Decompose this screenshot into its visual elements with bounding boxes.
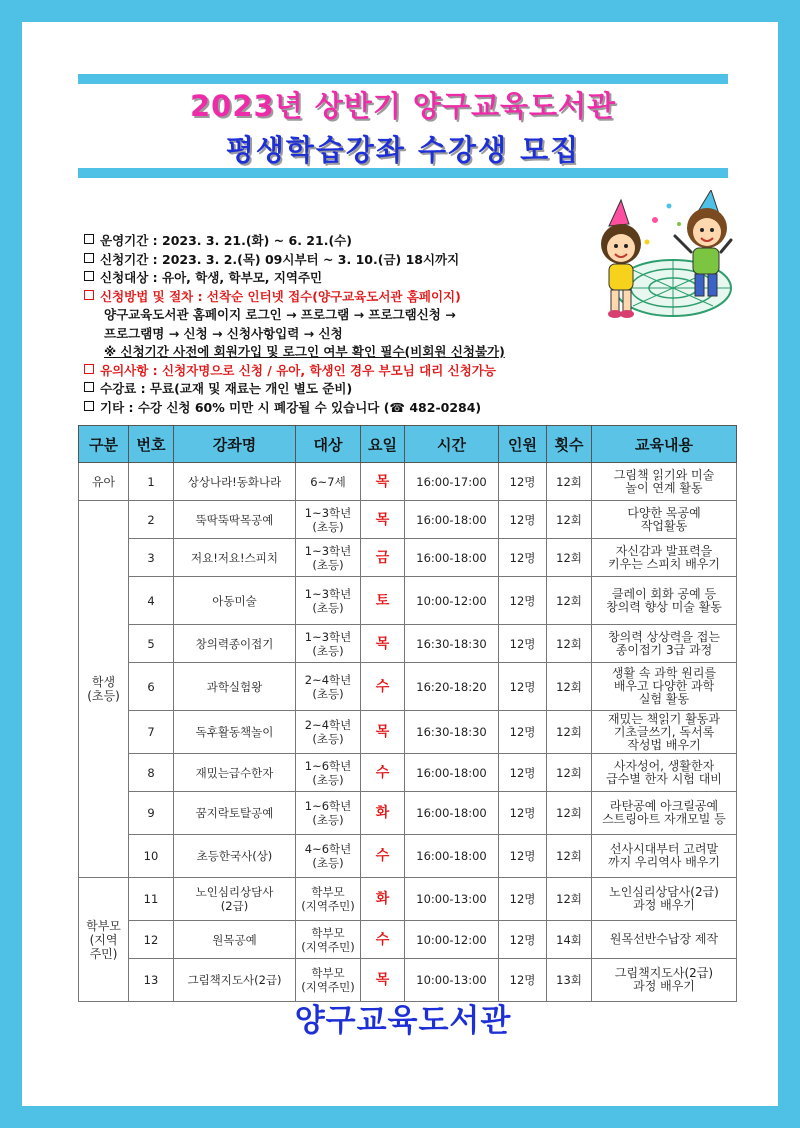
course-count: 12회	[547, 878, 592, 921]
row-number: 7	[129, 711, 174, 754]
course-count: 12회	[547, 539, 592, 577]
course-target: 2~4학년 (초등)	[296, 711, 361, 754]
header-cell: 횟수	[547, 426, 592, 463]
course-people: 12명	[499, 792, 547, 835]
course-day: 목	[361, 711, 405, 754]
course-target: 학부모 (지역주민)	[296, 878, 361, 921]
course-name: 그림책지도사(2급)	[174, 959, 296, 1002]
footer-library-name: 양구교육도서관	[294, 1003, 512, 1039]
header-cell: 번호	[129, 426, 174, 463]
course-content: 원목선반수납장 제작	[592, 921, 737, 959]
bullet-square-icon	[84, 253, 94, 263]
course-content: 사자성어, 생활한자 급수별 한자 시험 대비	[592, 754, 737, 792]
table-header-row	[79, 426, 737, 463]
course-name: 아동미술	[174, 577, 296, 625]
course-target: 1~6학년 (초등)	[296, 754, 361, 792]
course-target: 학부모 (지역주민)	[296, 959, 361, 1002]
course-content: 재밌는 책읽기 활동과 기초글쓰기, 독서록 작성법 배우기	[592, 711, 737, 754]
group-cell: 학부모 (지역 주민)	[79, 878, 129, 1002]
course-content: 자신감과 발표력을 키우는 스피치 배우기	[592, 539, 737, 577]
table-row	[79, 835, 737, 878]
course-day: 화	[361, 792, 405, 835]
info-steps-1: 양구교육도서관 홈페이지 로그인 → 프로그램 → 프로그램신청 →	[104, 307, 456, 322]
course-count: 12회	[547, 577, 592, 625]
bullet-square-icon	[84, 364, 94, 374]
course-time: 16:00-18:00	[405, 835, 499, 878]
course-people: 12명	[499, 878, 547, 921]
course-day: 목	[361, 501, 405, 539]
course-time: 10:00-12:00	[405, 577, 499, 625]
course-target: 1~3학년 (초등)	[296, 501, 361, 539]
row-number: 1	[129, 463, 174, 501]
info-caution: 유의사항 : 신청자명으로 신청 / 유아, 학생인 경우 부모님 대리 신청가능	[84, 362, 604, 381]
course-target: 1~3학년 (초등)	[296, 625, 361, 663]
course-content: 선사시대부터 고려말 까지 우리역사 배우기	[592, 835, 737, 878]
table-row	[79, 463, 737, 501]
row-number: 6	[129, 663, 174, 711]
course-time: 10:00-13:00	[405, 878, 499, 921]
course-day: 수	[361, 754, 405, 792]
row-number: 8	[129, 754, 174, 792]
course-target: 학부모 (지역주민)	[296, 921, 361, 959]
info-apply-period: 신청기간 : 2023. 3. 2.(목) 09시부터 ~ 3. 10.(금) 18시까지	[84, 251, 604, 270]
course-day: 목	[361, 625, 405, 663]
info-fee: 수강료 : 무료(교재 및 재료는 개인 별도 준비)	[84, 380, 604, 399]
table-row	[79, 539, 737, 577]
course-content: 창의력 상상력을 접는 종이접기 3급 과정	[592, 625, 737, 663]
row-number: 12	[129, 921, 174, 959]
course-target: 1~3학년 (초등)	[296, 577, 361, 625]
course-people: 12명	[499, 501, 547, 539]
course-name: 꿈지락토탈공예	[174, 792, 296, 835]
bullet-square-icon	[84, 401, 94, 411]
info-steps-2: 프로그램명 → 신청 → 신청사항입력 → 신청	[104, 325, 343, 341]
course-count: 12회	[547, 625, 592, 663]
table-body	[79, 463, 737, 1002]
course-name: 초등한국사(상)	[174, 835, 296, 878]
course-people: 12명	[499, 663, 547, 711]
course-people: 12명	[499, 463, 547, 501]
course-name: 재밌는급수한자	[174, 754, 296, 792]
course-target: 4~6학년 (초등)	[296, 835, 361, 878]
course-day: 수	[361, 835, 405, 878]
course-time: 10:00-13:00	[405, 959, 499, 1002]
group-cell: 학생 (초등)	[79, 501, 129, 878]
table-row	[79, 711, 737, 754]
course-target: 6~7세	[296, 463, 361, 501]
course-count: 13회	[547, 959, 592, 1002]
row-number: 13	[129, 959, 174, 1002]
course-count: 12회	[547, 754, 592, 792]
course-day: 목	[361, 463, 405, 501]
course-name: 상상나라!동화나라	[174, 463, 296, 501]
course-count: 14회	[547, 921, 592, 959]
course-people: 12명	[499, 959, 547, 1002]
course-target: 1~6학년 (초등)	[296, 792, 361, 835]
course-day: 수	[361, 921, 405, 959]
course-day: 수	[361, 663, 405, 711]
course-name: 뚝딱뚝딱목공예	[174, 501, 296, 539]
course-people: 12명	[499, 625, 547, 663]
table-row	[79, 878, 737, 921]
info-notice: ※ 신청기간 사전에 회원가입 및 로그인 여부 확인 필수(비회원 신청불가)	[104, 344, 505, 359]
course-count: 12회	[547, 835, 592, 878]
course-time: 16:00-18:00	[405, 539, 499, 577]
course-day: 금	[361, 539, 405, 577]
course-time: 16:00-18:00	[405, 754, 499, 792]
course-name: 창의력종이접기	[174, 625, 296, 663]
course-content: 노인심리상담사(2급) 과정 배우기	[592, 878, 737, 921]
info-etc: 기타 : 수강 신청 60% 미만 시 폐강될 수 있습니다 (☎ 482-0284)	[84, 399, 604, 418]
course-people: 12명	[499, 754, 547, 792]
row-number: 5	[129, 625, 174, 663]
table-row	[79, 625, 737, 663]
header-cell: 교육내용	[592, 426, 737, 463]
course-people: 12명	[499, 577, 547, 625]
course-name: 과학실험왕	[174, 663, 296, 711]
header-cell: 구분	[79, 426, 129, 463]
course-content: 그림책지도사(2급) 과정 배우기	[592, 959, 737, 1002]
course-target: 2~4학년 (초등)	[296, 663, 361, 711]
bullet-square-icon	[84, 382, 94, 392]
course-time: 10:00-12:00	[405, 921, 499, 959]
course-name: 독후활동책놀이	[174, 711, 296, 754]
course-count: 12회	[547, 792, 592, 835]
course-time: 16:00-17:00	[405, 463, 499, 501]
table-row	[79, 577, 737, 625]
course-name: 노인심리상담사 (2급)	[174, 878, 296, 921]
course-day: 화	[361, 878, 405, 921]
course-time: 16:20-18:20	[405, 663, 499, 711]
course-content: 다양한 목공예 작업활동	[592, 501, 737, 539]
course-time: 16:00-18:00	[405, 501, 499, 539]
course-name: 저요!저요!스피치	[174, 539, 296, 577]
info-method: 신청방법 및 절차 : 선착순 인터넷 접수(양구교육도서관 홈페이지)	[84, 288, 604, 307]
table-row	[79, 792, 737, 835]
header-cell: 시간	[405, 426, 499, 463]
info-section	[84, 232, 604, 417]
row-number: 3	[129, 539, 174, 577]
course-count: 12회	[547, 663, 592, 711]
course-count: 12회	[547, 501, 592, 539]
course-people: 12명	[499, 711, 547, 754]
course-content: 라탄공예 아크릴공예 스트링아트 자개모빌 등	[592, 792, 737, 835]
table-row	[79, 501, 737, 539]
bullet-square-icon	[84, 234, 94, 244]
title-line-1: 2023년 상반기 양구교육도서관	[189, 89, 617, 123]
course-table	[78, 425, 737, 1002]
course-count: 12회	[547, 711, 592, 754]
row-number: 11	[129, 878, 174, 921]
course-time: 16:00-18:00	[405, 792, 499, 835]
info-target: 신청대상 : 유아, 학생, 학부모, 지역주민	[84, 269, 604, 288]
title-bottom-bar	[78, 168, 728, 178]
header-cell: 대상	[296, 426, 361, 463]
course-day: 목	[361, 959, 405, 1002]
table-row	[79, 663, 737, 711]
row-number: 2	[129, 501, 174, 539]
course-content: 그림책 읽기와 미술 놀이 연계 활동	[592, 463, 737, 501]
course-time: 16:30-18:30	[405, 625, 499, 663]
title-line-2: 평생학습강좌 수강생 모집	[225, 133, 581, 167]
group-cell: 유아	[79, 463, 129, 501]
kids-illustration	[595, 190, 735, 325]
row-number: 9	[129, 792, 174, 835]
course-day: 토	[361, 577, 405, 625]
row-number: 4	[129, 577, 174, 625]
course-people: 12명	[499, 921, 547, 959]
course-people: 12명	[499, 835, 547, 878]
info-period: 운영기간 : 2023. 3. 21.(화) ~ 6. 21.(수)	[84, 232, 604, 251]
table-row	[79, 921, 737, 959]
course-content: 생활 속 과학 원리를 배우고 다양한 과학 실험 활동	[592, 663, 737, 711]
course-time: 16:30-18:30	[405, 711, 499, 754]
course-target: 1~3학년 (초등)	[296, 539, 361, 577]
table-row	[79, 754, 737, 792]
header-cell: 강좌명	[174, 426, 296, 463]
row-number: 10	[129, 835, 174, 878]
course-people: 12명	[499, 539, 547, 577]
course-name: 원목공예	[174, 921, 296, 959]
course-count: 12회	[547, 463, 592, 501]
bullet-square-icon	[84, 271, 94, 281]
header-cell: 인원	[499, 426, 547, 463]
title-top-bar	[78, 74, 728, 84]
course-content: 클레이 회화 공예 등 창의력 향상 미술 활동	[592, 577, 737, 625]
bullet-square-icon	[84, 290, 94, 300]
header-cell: 요일	[361, 426, 405, 463]
